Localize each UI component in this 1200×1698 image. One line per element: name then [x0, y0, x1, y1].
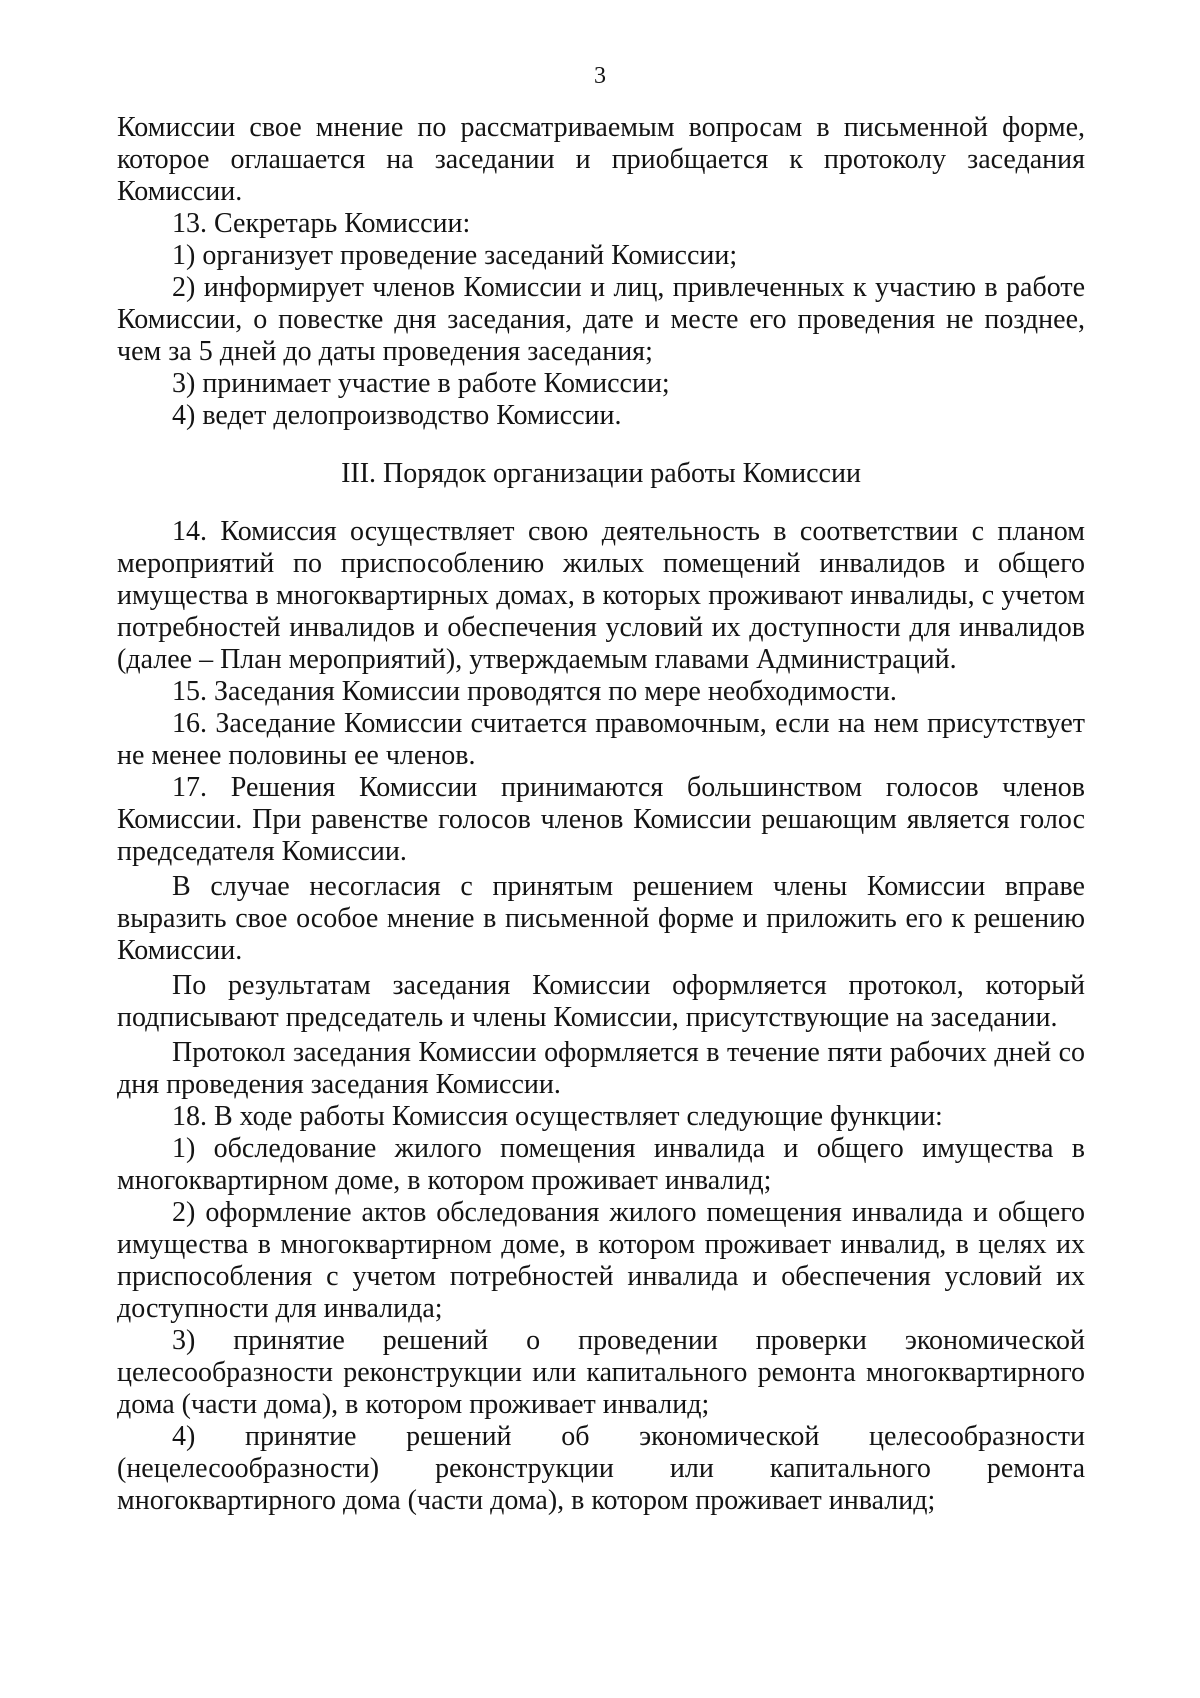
paragraph-18-2: 2) оформление актов обследования жилого помещения инвалида и общего имущества в многоквартирном доме, в котором проживает инвалид, в целях их приспособления с учетом потребностей инвалида и обеспечения условий их доступности для инвалида; — [117, 1197, 1085, 1324]
paragraph-17: 17. Решения Комиссии принимаются большинством голосов членов Комиссии. При равенстве голосов членов Комиссии решающим является голос председателя Комиссии. — [117, 772, 1085, 867]
paragraph-18-1: 1) обследование жилого помещения инвалида и общего имущества в многоквартирном доме, в котором проживает инвалид; — [117, 1133, 1085, 1196]
paragraph-13-1: 1) организует проведение заседаний Комиссии; — [172, 240, 738, 271]
paragraph-18-3: 3) принятие решений о проведении проверки экономической целесообразности реконструкции или капитального ремонта многоквартирного дома (части дома), в котором проживает инвалид; — [117, 1325, 1085, 1420]
paragraph-13-4: 4) ведет делопроизводство Комиссии. — [172, 400, 622, 431]
paragraph-16: 16. Заседание Комиссии считается правомочным, если на нем присутствует не менее половины ее членов. — [117, 708, 1085, 771]
paragraph-18: 18. В ходе работы Комиссия осуществляет следующие функции: — [172, 1101, 943, 1132]
paragraph-13-3: 3) принимает участие в работе Комиссии; — [172, 368, 670, 399]
paragraph-17-protocol-term: Протокол заседания Комиссии оформляется в течение пяти рабочих дней со дня проведения заседания Комиссии. — [117, 1037, 1085, 1100]
paragraph-15: 15. Заседания Комиссии проводятся по мере необходимости. — [172, 676, 897, 707]
paragraph-17-disagreement: В случае несогласия с принятым решением члены Комиссии вправе выразить свое особое мнение в письменной форме и приложить его к решению Комиссии. — [117, 871, 1085, 966]
paragraph-continuation: Комиссии свое мнение по рассматриваемым вопросам в письменной форме, которое оглашается на заседании и приобщается к протоколу заседания Комиссии. — [117, 112, 1085, 207]
document-body — [117, 112, 1085, 1517]
paragraph-13-2: 2) информирует членов Комиссии и лиц, привлеченных к участию в работе Комиссии, о повестке дня заседания, дате и месте его проведения не позднее, чем за 5 дней до даты проведения заседания; — [117, 272, 1085, 367]
paragraph-13: 13. Секретарь Комиссии: — [172, 208, 471, 239]
section-heading: III. Порядок организации работы Комиссии — [341, 458, 861, 489]
paragraph-18-4: 4) принятие решений об экономической целесообразности (нецелесообразности) реконструкции или капитального ремонта многоквартирного дома (части дома), в котором проживает инвалид; — [117, 1421, 1085, 1516]
paragraph-17-protocol: По результатам заседания Комиссии оформляется протокол, который подписывают председатель и члены Комиссии, присутствующие на заседании. — [117, 970, 1085, 1033]
page-number: 3 — [594, 63, 606, 89]
paragraph-14: 14. Комиссия осуществляет свою деятельность в соответствии с планом мероприятий по приспособлению жилых помещений инвалидов и общего имущества в многоквартирных домах, в которых проживают инвалиды, с учетом потребностей инвалидов и обеспечения условий их доступности для инвалидов (далее – План мероприятий), утверждаемым главами Администраций. — [117, 516, 1085, 675]
